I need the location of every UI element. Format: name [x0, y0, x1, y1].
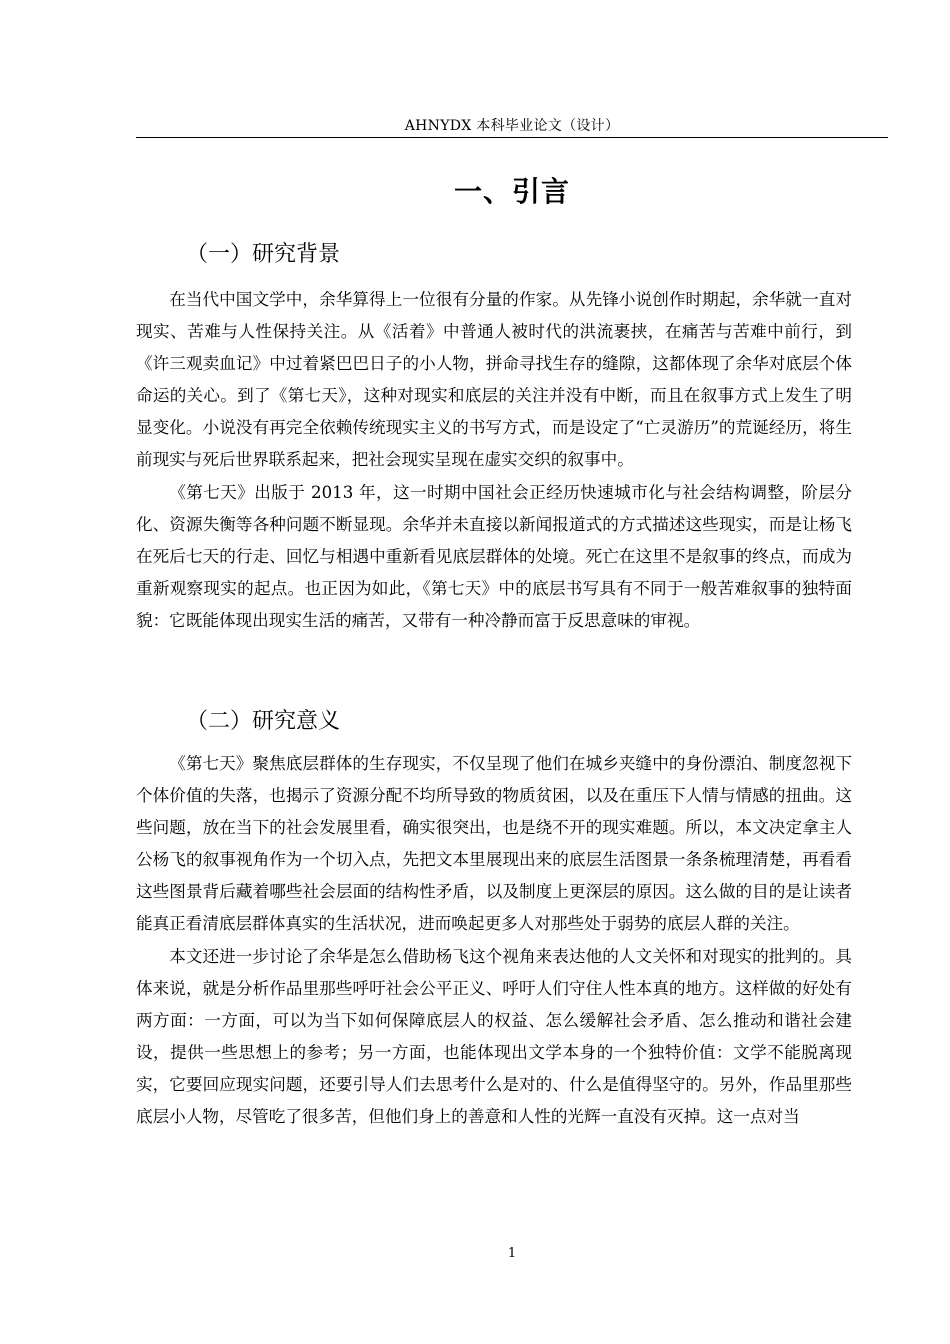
chapter-title: 一、引言: [453, 175, 570, 208]
header-rule: [136, 137, 888, 138]
section-heading-significance: （二）研究意义: [186, 709, 341, 734]
page-number: 1: [507, 1246, 517, 1261]
section-body-background: [136, 284, 852, 637]
paragraph: 本文还进一步讨论了余华是怎么借助杨飞这个视角来表达他的人文关怀和对现实的批判的。具体来说，就是分析作品里那些呼吁社会公平正义、呼吁人们守住人性本真的地方。这样做的好处有两方面：一方面，可以为当下如何保障底层人的权益、怎么缓解社会矛盾、怎么推动和谐社会建设，提供一些思想上的参考；另一方面，也能体现出文学本身的一个独特价值：文学不能脱离现实，它要回应现实问题，还要引导人们去思考什么是对的、什么是值得坚守的。另外，作品里那些底层小人物，尽管吃了很多苦，但他们身上的善意和人性的光辉一直没有灭掉。这一点对当: [136, 946, 852, 1127]
section-body-significance: [136, 748, 852, 1133]
paragraph: 《第七天》聚焦底层群体的生存现实，不仅呈现了他们在城乡夹缝中的身份漂泊、制度忽视下个体价值的失落，也揭示了资源分配不均所导致的物质贫困，以及在重压下人情与情感的扭曲。这些问题，放在当下的社会发展里看，确实很突出，也是绕不开的现实难题。所以，本文决定拿主人公杨飞的叙事视角作为一个切入点，先把文本里展现出来的底层生活图景一条条梳理清楚，再看看这些图景背后藏着哪些社会层面的结构性矛盾，以及制度上更深层的原因。这么做的目的是让读者能真正看清底层群体真实的生活状况，进而唤起更多人对那些处于弱势的底层人群的关注。: [136, 754, 852, 934]
section-heading-background: （一）研究背景: [186, 242, 341, 267]
paragraph: 《第七天》出版于 2013 年，这一时期中国社会正经历快速城市化与社会结构调整，阶层分化、资源失衡等各种问题不断显现。余华并未直接以新闻报道式的方式描述这些现实，而是让杨飞在死后七天的行走、回忆与相遇中重新看见底层群体的处境。死亡在这里不是叙事的终点，而成为重新观察现实的起点。也正因为如此，《第七天》中的底层书写具有不同于一般苦难叙事的独特面貌：它既能体现出现实生活的痛苦，又带有一种冷静而富于反思意味的审视。: [136, 482, 852, 630]
paragraph: 在当代中国文学中，余华算得上一位很有分量的作家。从先锋小说创作时期起，余华就一直对现实、苦难与人性保持关注。从《活着》中普通人被时代的洪流裹挟，在痛苦与苦难中前行，到《许三观卖血记》中过着紧巴巴日子的小人物，拼命寻找生存的缝隙，这都体现了余华对底层个体命运的关心。到了《第七天》，这种对现实和底层的关注并没有中断，而且在叙事方式上发生了明显变化。小说没有再完全依赖传统现实主义的书写方式，而是设定了“亡灵游历”的荒诞经历，将生前现实与死后世界联系起来，把社会现实呈现在虚实交织的叙事中。: [136, 290, 852, 470]
running-header: AHNYDX 本科毕业论文（设计）: [404, 118, 620, 134]
